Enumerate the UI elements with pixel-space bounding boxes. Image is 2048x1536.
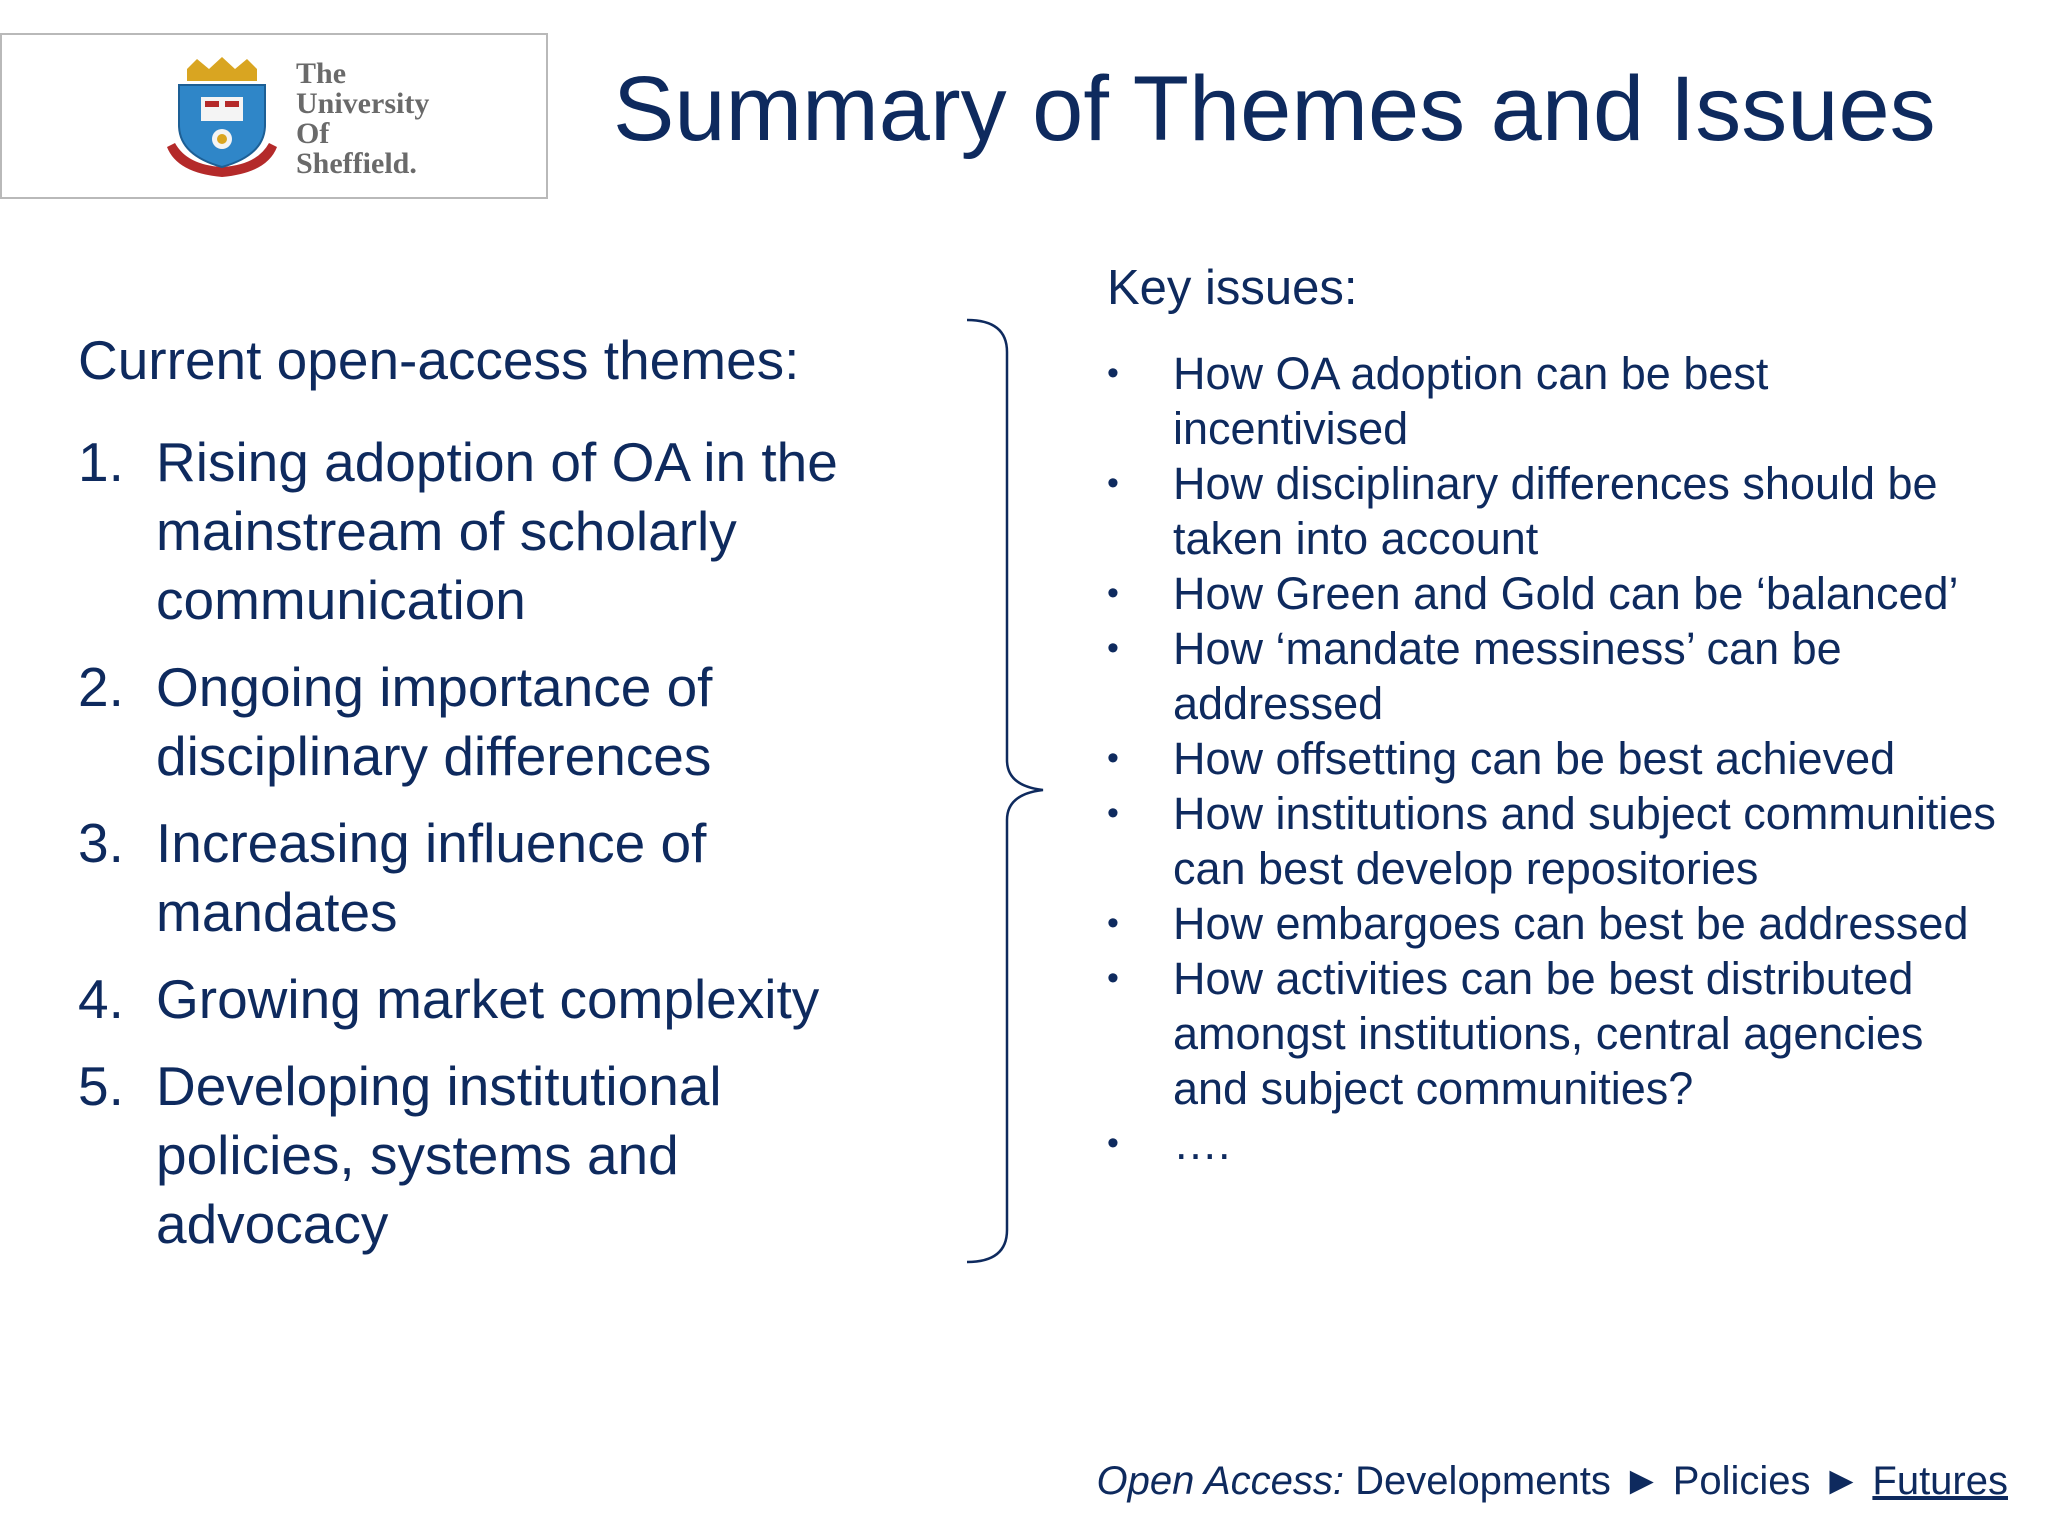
- logo-line: University: [296, 87, 430, 120]
- list-item: [1107, 621, 2007, 731]
- futures-link[interactable]: Futures: [1872, 1459, 2008, 1503]
- university-crest-icon: [157, 55, 287, 185]
- list-item: [1107, 951, 2007, 1116]
- curly-brace-icon: [965, 312, 1045, 1272]
- list-item: [1107, 786, 2007, 896]
- item-number: 1.: [78, 431, 124, 493]
- list-item: [78, 1052, 918, 1259]
- logo-line: The: [296, 57, 347, 90]
- item-text: How activities can be best distributed amongst institutions, central agencies and subject communities?: [1173, 953, 1924, 1114]
- item-text: How embargoes can best be addressed: [1173, 898, 1969, 949]
- list-item: [1107, 346, 2007, 456]
- university-logo: [0, 33, 548, 199]
- list-item: [78, 809, 918, 947]
- bullet-icon: •: [1107, 354, 1119, 392]
- item-number: 2.: [78, 656, 124, 718]
- bullet-icon: •: [1107, 904, 1119, 942]
- list-item: [1107, 731, 2007, 786]
- item-text: How OA adoption can be best incentivised: [1173, 348, 1769, 454]
- list-item: [1107, 456, 2007, 566]
- breadcrumb-developments: Developments: [1355, 1459, 1611, 1503]
- list-item: [78, 965, 918, 1034]
- item-text: How disciplinary differences should be taken into account: [1173, 458, 1938, 564]
- item-number: 5.: [78, 1055, 124, 1117]
- logo-line: Sheffield.: [296, 147, 417, 180]
- breadcrumb-policies: Policies: [1672, 1459, 1811, 1503]
- issues-list: [1107, 346, 2007, 1171]
- bullet-icon: •: [1107, 464, 1119, 502]
- item-text: Growing market complexity: [156, 968, 820, 1030]
- item-text: How institutions and subject communities can best develop repositories: [1173, 788, 1996, 894]
- bullet-icon: •: [1107, 629, 1119, 667]
- logo-wordmark: [296, 59, 429, 179]
- item-text: How ‘mandate messiness’ can be addressed: [1173, 623, 1842, 729]
- item-text: Increasing influence of mandates: [156, 812, 707, 943]
- item-text: Rising adoption of OA in the mainstream of scholarly communication: [156, 431, 838, 631]
- themes-heading: Current open-access themes:: [78, 329, 800, 391]
- item-number: 3.: [78, 812, 124, 874]
- item-text: Developing institutional policies, systems and advocacy: [156, 1055, 722, 1255]
- item-text: Ongoing importance of disciplinary differences: [156, 656, 713, 787]
- footer-breadcrumb: [1097, 1456, 2008, 1506]
- list-item: [1107, 1116, 2007, 1171]
- bullet-icon: •: [1107, 959, 1119, 997]
- arrow-right-icon: ►: [1621, 1459, 1662, 1503]
- arrow-right-icon: ►: [1821, 1459, 1862, 1503]
- themes-list: [78, 428, 918, 1277]
- footer-italic: Open Access:: [1096, 1459, 1345, 1503]
- slide-title: Summary of Themes and Issues: [613, 58, 1936, 160]
- list-item: [78, 428, 918, 635]
- logo-line: Of: [296, 117, 330, 150]
- list-item: [1107, 896, 2007, 951]
- item-text: How Green and Gold can be ‘balanced’: [1173, 568, 1959, 619]
- bullet-icon: •: [1107, 574, 1119, 612]
- item-text: How offsetting can be best achieved: [1173, 733, 1896, 784]
- item-text: ….: [1173, 1118, 1231, 1169]
- list-item: [78, 653, 918, 791]
- bullet-icon: •: [1107, 739, 1119, 777]
- list-item: [1107, 566, 2007, 621]
- bullet-icon: •: [1107, 1124, 1119, 1162]
- issues-heading: Key issues:: [1107, 261, 1358, 315]
- bullet-icon: •: [1107, 794, 1119, 832]
- item-number: 4.: [78, 968, 124, 1030]
